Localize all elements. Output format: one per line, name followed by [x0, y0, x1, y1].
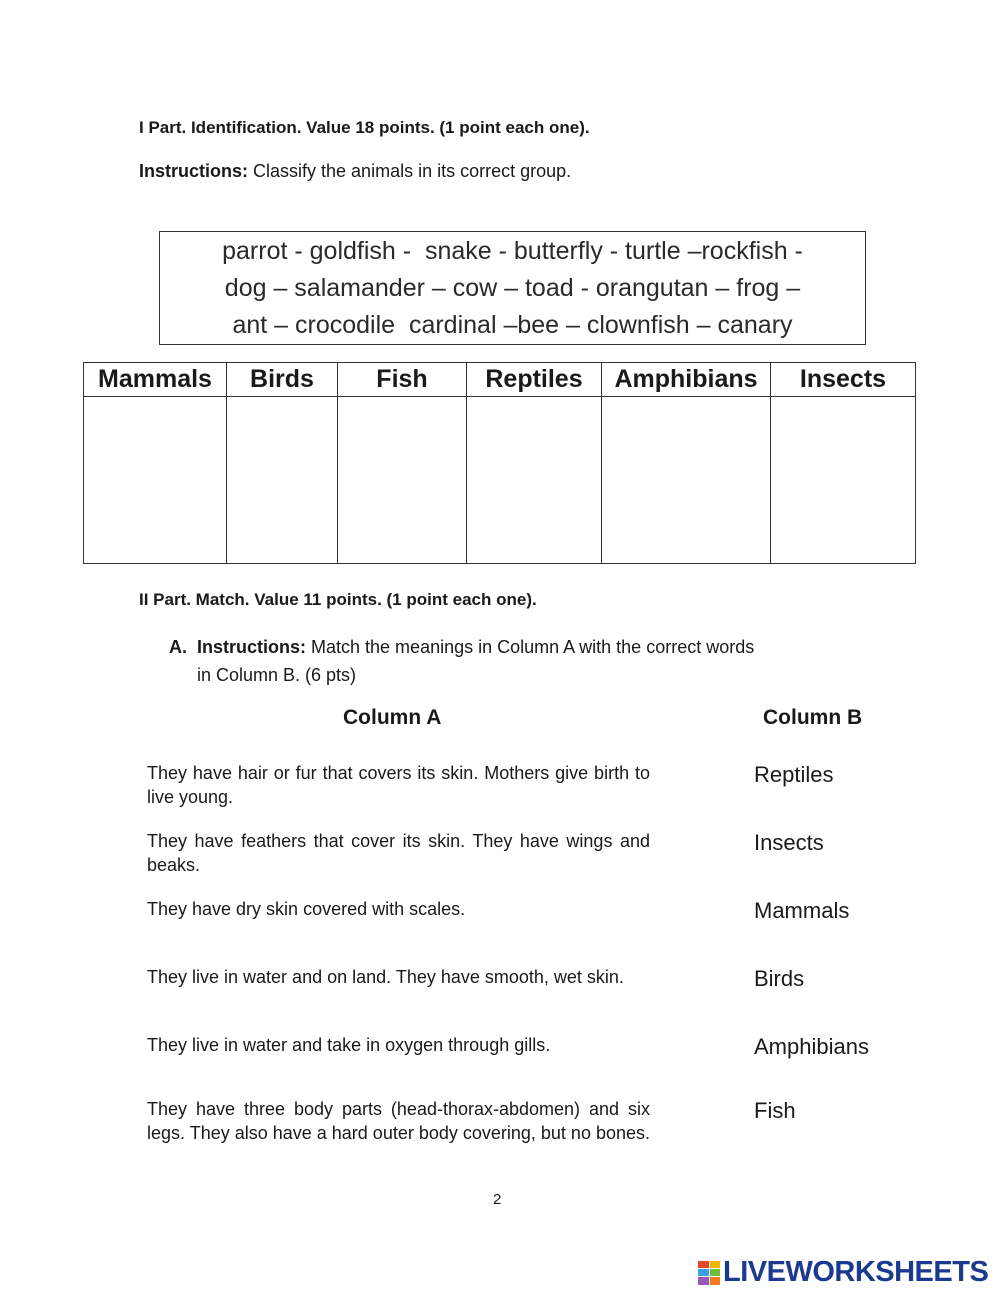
match-word[interactable]: Reptiles: [754, 762, 834, 787]
logo-block: [698, 1269, 709, 1276]
logo-block: [698, 1277, 709, 1284]
instructions-label: Instructions:: [139, 161, 249, 181]
part2-instructions: [169, 633, 869, 689]
instructions-text: in Column B. (6 pts): [197, 665, 357, 685]
answer-cell-insects[interactable]: [771, 397, 916, 564]
word-bank-line: dog – salamander – cow – toad - orangutan – frog –: [224, 273, 801, 302]
answer-cell-mammals[interactable]: [84, 397, 227, 564]
logo-block: [710, 1277, 721, 1284]
meaning-item: They have three body parts (head-thorax-abdomen) and six legs. They also have a hard outer body covering, but no bones.: [147, 1099, 650, 1143]
match-word[interactable]: Amphibians: [754, 1034, 869, 1059]
header-mammals: Mammals: [84, 363, 227, 397]
page-number: 2: [493, 1191, 502, 1208]
logo-block: [710, 1269, 721, 1276]
header-amphibians: Amphibians: [602, 363, 771, 397]
answer-cell-fish[interactable]: [338, 397, 467, 564]
classification-table: [83, 362, 916, 564]
liveworksheets-logo: [698, 1256, 988, 1289]
meaning-item: They have hair or fur that covers its skin. Mothers give birth to live young.: [147, 763, 650, 807]
meaning-item: They have feathers that cover its skin. They have wings and beaks.: [147, 831, 650, 875]
answer-cell-birds[interactable]: [227, 397, 338, 564]
answer-cell-reptiles[interactable]: [467, 397, 602, 564]
item-letter: A.: [169, 637, 187, 657]
header-birds: Birds: [227, 363, 338, 397]
match-word[interactable]: Mammals: [754, 898, 850, 923]
logo-block: [698, 1261, 709, 1268]
instructions-text: Classify the animals in its correct group.: [248, 161, 572, 181]
meaning-item: They have dry skin covered with scales.: [147, 899, 466, 919]
word-bank-line: ant – crocodile cardinal –bee – clownfish – canary: [232, 310, 793, 339]
word-bank-line: parrot - goldfish - snake - butterfly - turtle –rockfish -: [222, 236, 803, 265]
logo-blocks-icon: [698, 1261, 720, 1285]
header-fish: Fish: [338, 363, 467, 397]
word-bank-box: [159, 231, 866, 345]
part1-title: I Part. Identification. Value 18 points. (1 point each one).: [139, 118, 590, 137]
part1-instructions: [139, 161, 571, 182]
meaning-item: They live in water and on land. They have smooth, wet skin.: [147, 967, 624, 987]
part2-title: II Part. Match. Value 11 points. (1 point each one).: [139, 590, 537, 609]
instructions-text: Match the meanings in Column A with the correct words: [306, 637, 755, 657]
instructions-label: Instructions:: [197, 637, 307, 657]
match-word[interactable]: Birds: [754, 966, 805, 991]
logo-text: LIVEWORKSHEETS: [723, 1256, 989, 1288]
column-b-header: Column B: [763, 706, 863, 729]
match-word[interactable]: Fish: [754, 1098, 796, 1123]
answer-cell-amphibians[interactable]: [602, 397, 771, 564]
match-word[interactable]: Insects: [754, 830, 824, 855]
header-reptiles: Reptiles: [467, 363, 602, 397]
meaning-item: They live in water and take in oxygen through gills.: [147, 1035, 551, 1055]
column-a-header: Column A: [343, 706, 442, 729]
header-insects: Insects: [771, 363, 916, 397]
logo-block: [710, 1261, 721, 1268]
